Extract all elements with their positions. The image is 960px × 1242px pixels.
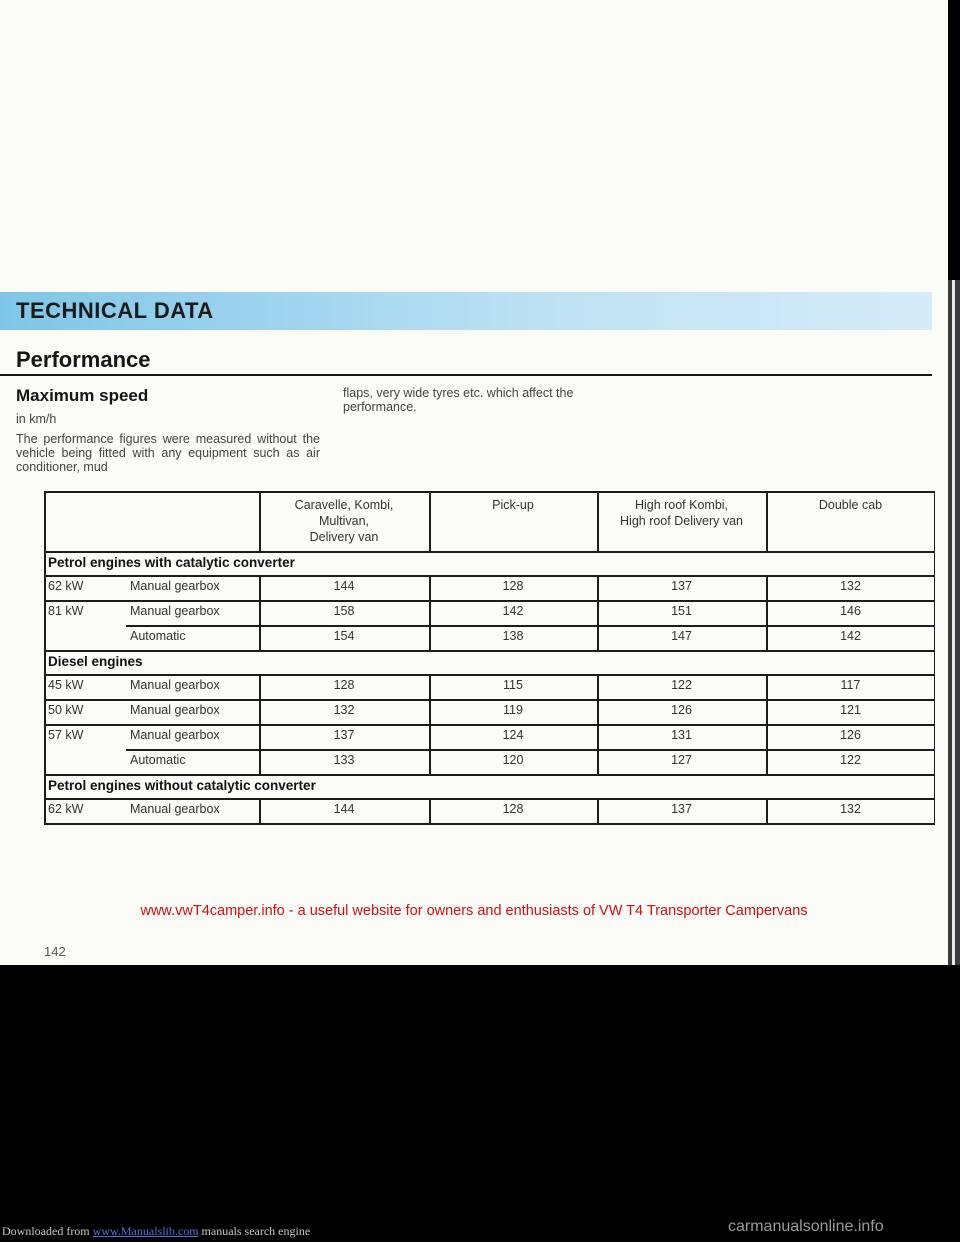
column-header-line: Pick-up bbox=[492, 498, 534, 512]
watermark-text: carmanualsonline.info bbox=[728, 1218, 884, 1235]
speed-value: 137 bbox=[671, 802, 692, 816]
row-col-divider bbox=[766, 625, 768, 650]
row-col-divider bbox=[259, 600, 261, 625]
row-col-divider bbox=[766, 798, 768, 823]
row-col-divider bbox=[429, 600, 431, 625]
speed-value: 124 bbox=[502, 728, 524, 742]
row-col-divider bbox=[597, 575, 599, 600]
speed-value: 138 bbox=[502, 629, 524, 643]
speed-value: 117 bbox=[840, 678, 861, 692]
website-link[interactable]: www.vwT4camper.info - a useful website for owners and enthusiasts of VW T4 Transporter Campervans bbox=[140, 903, 808, 919]
section-title: TECHNICAL DATA bbox=[16, 298, 214, 323]
speed-value: 132 bbox=[333, 703, 355, 717]
engine-power: 62 kW bbox=[48, 802, 84, 816]
speed-value: 128 bbox=[333, 678, 355, 692]
speed-value: 147 bbox=[671, 629, 692, 643]
speed-value: 120 bbox=[502, 753, 524, 767]
row-col-divider bbox=[597, 724, 599, 749]
section-end-rule bbox=[44, 774, 935, 776]
section-rule bbox=[44, 674, 935, 676]
row-col-divider bbox=[766, 674, 768, 699]
row-col-divider bbox=[597, 625, 599, 650]
engine-power: 62 kW bbox=[48, 579, 84, 593]
gearbox-type: Manual gearbox bbox=[130, 579, 220, 593]
speed-value: 137 bbox=[333, 728, 355, 742]
engine-power: 50 kW bbox=[48, 703, 84, 717]
speed-value: 158 bbox=[333, 604, 355, 618]
speed-value: 142 bbox=[502, 604, 524, 618]
gearbox-type: Automatic bbox=[130, 753, 186, 767]
column-header-line: High roof Delivery van bbox=[620, 514, 743, 528]
subsection-title: Maximum speed bbox=[16, 386, 149, 405]
row-col-divider bbox=[766, 575, 768, 600]
intro-text-left: The performance figures were measured without the vehicle being fitted with any equipment such as air conditioner, mud bbox=[16, 432, 320, 474]
row-rule bbox=[126, 625, 935, 627]
speed-value: 144 bbox=[333, 579, 355, 593]
gearbox-type: Manual gearbox bbox=[130, 678, 220, 692]
page-title: Performance bbox=[16, 347, 151, 372]
section-rule bbox=[44, 575, 935, 577]
engine-section-title: Diesel engines bbox=[48, 654, 143, 669]
download-prefix: Downloaded from bbox=[2, 1224, 90, 1238]
column-header-line: Multivan, bbox=[318, 514, 370, 528]
speed-value: 128 bbox=[502, 802, 524, 816]
row-col-divider bbox=[429, 749, 431, 774]
section-header-band bbox=[0, 292, 932, 330]
row-col-divider bbox=[597, 749, 599, 774]
speed-value: 126 bbox=[671, 703, 692, 717]
section-end-rule bbox=[44, 650, 935, 652]
speed-value: 128 bbox=[502, 579, 524, 593]
row-col-divider bbox=[429, 575, 431, 600]
row-col-divider bbox=[597, 600, 599, 625]
column-header-line: Caravelle, Kombi, bbox=[294, 498, 394, 512]
gearbox-type: Automatic bbox=[130, 629, 186, 643]
row-col-divider bbox=[259, 575, 261, 600]
speed-value: 133 bbox=[333, 753, 355, 767]
manualslib-link[interactable]: www.Manualslib.com bbox=[92, 1224, 199, 1238]
column-header bbox=[259, 497, 429, 545]
speed-value: 127 bbox=[671, 753, 692, 767]
table-top-border bbox=[44, 491, 935, 493]
speed-value: 115 bbox=[503, 678, 523, 692]
column-header bbox=[597, 497, 766, 529]
speed-value: 131 bbox=[671, 728, 692, 742]
row-col-divider bbox=[429, 724, 431, 749]
unit-label: in km/h bbox=[16, 412, 57, 426]
column-header bbox=[766, 497, 935, 513]
column-header bbox=[429, 497, 597, 513]
column-header-line: Double cab bbox=[818, 498, 883, 512]
row-col-divider bbox=[429, 625, 431, 650]
row-col-divider bbox=[429, 699, 431, 724]
gearbox-type: Manual gearbox bbox=[130, 703, 220, 717]
row-col-divider bbox=[259, 674, 261, 699]
download-suffix: manuals search engine bbox=[201, 1224, 311, 1238]
speed-value: 151 bbox=[671, 604, 692, 618]
gearbox-type: Manual gearbox bbox=[130, 604, 220, 618]
column-header-line: Delivery van bbox=[309, 530, 379, 544]
header-bottom-rule bbox=[44, 551, 935, 553]
row-col-divider bbox=[259, 625, 261, 650]
engine-power: 57 kW bbox=[48, 728, 84, 742]
speed-value: 122 bbox=[671, 678, 692, 692]
intro-text-right: flaps, very wide tyres etc. which affect the performance. bbox=[343, 386, 574, 414]
gearbox-type: Manual gearbox bbox=[130, 728, 220, 742]
speed-value: 137 bbox=[671, 579, 692, 593]
row-col-divider bbox=[259, 724, 261, 749]
speed-value: 142 bbox=[840, 629, 861, 643]
row-col-divider bbox=[259, 699, 261, 724]
row-rule bbox=[126, 749, 935, 751]
gearbox-type: Manual gearbox bbox=[130, 802, 220, 816]
speed-value: 126 bbox=[840, 728, 861, 742]
speed-value: 154 bbox=[333, 629, 355, 643]
row-col-divider bbox=[597, 699, 599, 724]
page-edge-strip bbox=[948, 280, 960, 965]
section-rule bbox=[44, 798, 935, 800]
row-rule bbox=[44, 699, 935, 701]
page-number: 142 bbox=[44, 944, 66, 959]
row-col-divider bbox=[259, 798, 261, 823]
row-col-divider bbox=[429, 798, 431, 823]
row-rule bbox=[44, 600, 935, 602]
download-bar bbox=[2, 1224, 310, 1239]
row-col-divider bbox=[597, 798, 599, 823]
column-header-line: High roof Kombi, bbox=[634, 498, 729, 512]
row-col-divider bbox=[429, 674, 431, 699]
engine-power: 81 kW bbox=[48, 604, 84, 618]
max-speed-table bbox=[44, 491, 935, 846]
row-col-divider bbox=[259, 749, 261, 774]
speed-value: 144 bbox=[333, 802, 355, 816]
speed-value: 122 bbox=[840, 753, 861, 767]
speed-value: 121 bbox=[840, 703, 861, 717]
speed-value: 119 bbox=[503, 703, 523, 717]
engine-section-title: Petrol engines without catalytic converter bbox=[48, 778, 316, 793]
speed-value: 146 bbox=[840, 604, 861, 618]
engine-power: 45 kW bbox=[48, 678, 84, 692]
table-bottom-border bbox=[44, 823, 935, 825]
row-col-divider bbox=[766, 749, 768, 774]
speed-value: 132 bbox=[840, 579, 861, 593]
row-col-divider bbox=[766, 600, 768, 625]
row-col-divider bbox=[766, 699, 768, 724]
row-col-divider bbox=[597, 674, 599, 699]
speed-value: 132 bbox=[840, 802, 861, 816]
engine-section-title: Petrol engines with catalytic converter bbox=[48, 555, 295, 570]
row-rule bbox=[44, 724, 935, 726]
row-col-divider bbox=[766, 724, 768, 749]
page-edge-line bbox=[952, 280, 955, 965]
title-rule bbox=[0, 374, 932, 376]
